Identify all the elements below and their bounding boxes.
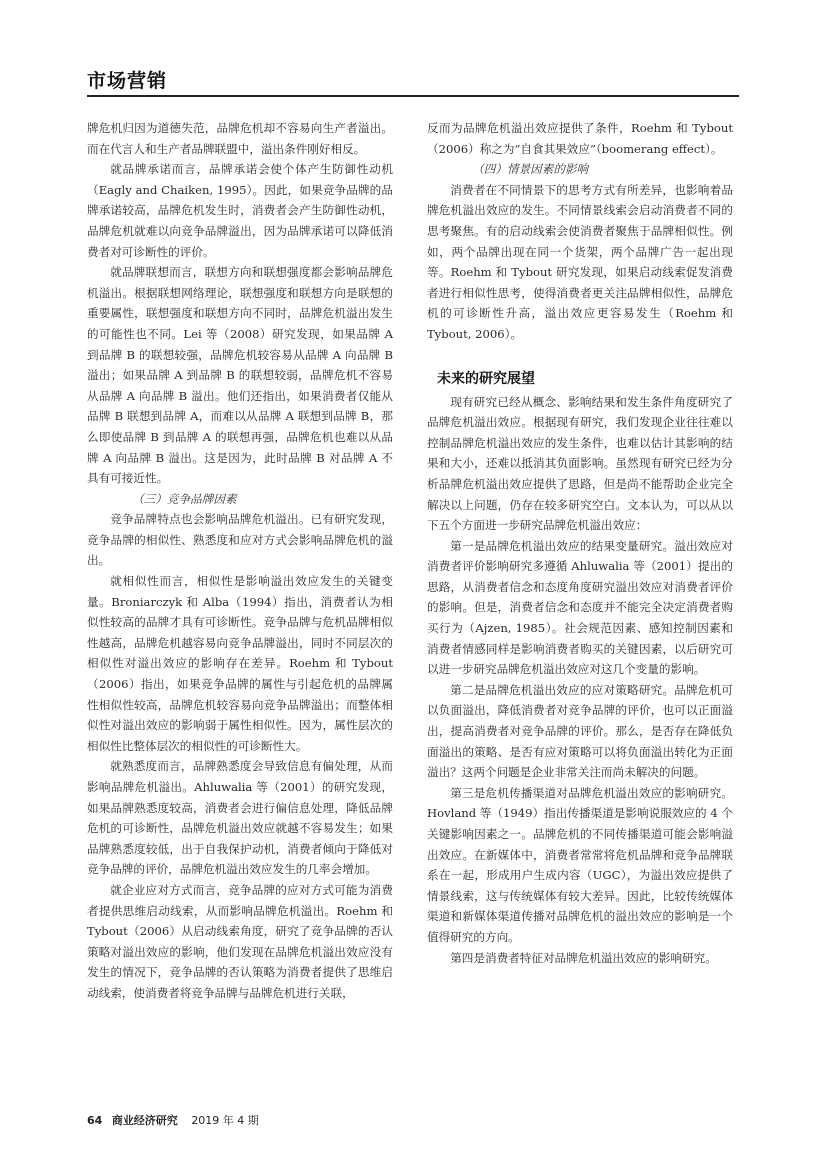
paragraph: 现有研究已经从概念、影响结果和发生条件角度研究了品牌危机溢出效应。根据现有研究，我们发现企业往往难以控制品牌危机溢出效应的发生条件，也难以估计其影响的结果和大小，还难以抵消其负面影响。虽然现有研究已经为分析品牌危机溢出效应提供了思路，但是尚不能帮助企业完全解决以上问题，仍存在较多研究空白。文本认为，可以从以下五个方面进一步研究品牌危机溢出效应： xyxy=(427,394,733,533)
right-column xyxy=(427,118,733,968)
paragraph: 就熟悉度而言，品牌熟悉度会导致信息有偏处理，从而影响品牌危机溢出。Ahluwalia 等（2001）的研究发现，如果品牌熟悉度较高，消费者会进行偏信息处理，降低品牌危机的可诊断性，品牌危机溢出效应就越不容易发生；如果品牌熟悉度较低，出于自我保护动机，消费者倾向于降低对竞争品牌的评价，品牌危机溢出效应发生的几率会增加。 xyxy=(87,759,393,877)
page-footer xyxy=(87,1112,259,1128)
section-heading: 未来的研究展望 xyxy=(437,370,535,387)
page-number: 64 xyxy=(87,1114,103,1127)
paragraph: 就品牌承诺而言，品牌承诺会使个体产生防御性动机（Eagly and Chaiken, 1995）。因此，如果竞争品牌的品牌承诺较高，品牌危机发生时，消费者会产生防御性动机，品牌危机就难以向竞争品牌溢出，因为品牌承诺可以降低消费者对可诊断性的评价。 xyxy=(87,162,393,259)
section-title: 市场营销 xyxy=(87,70,168,92)
subsection-heading: （四）情景因素的影响 xyxy=(472,162,589,177)
header-rule xyxy=(87,95,739,97)
paragraph: 就相似性而言，相似性是影响溢出效应发生的关键变量。Broniarczyk 和 Alba（1994）指出，消费者认为相似性较高的品牌才具有可诊断性。竞争品牌与危机品牌相似性越高，品牌危机越容易向竞争品牌溢出，同时不同层次的相似性对溢出效应的影响存在差异。Roehm 和 Tybout（2006）指出，如果竞争品牌的属性与引起危机的品牌属性相似性较高，品牌危机较容易向竞争品牌溢出；而整体相似性对溢出效应的影响弱于属性相似性。因为，属性层次的相似性比整体层次的相似性的可诊断性大。 xyxy=(87,574,393,753)
paragraph: 牌危机归因为道德失范，品牌危机却不容易向生产者溢出。而在代言人和生产者品牌联盟中，溢出条件刚好相反。 xyxy=(87,121,393,156)
journal-name: 商业经济研究 xyxy=(111,1114,178,1127)
paragraph: 反而为品牌危机溢出效应提供了条件，Roehm 和 Tybout（2006）称之为“自食其果效应”（boomerang effect）。 xyxy=(427,121,733,156)
paragraph: 就品牌联想而言，联想方向和联想强度都会影响品牌危机溢出。根据联想网络理论，联想强度和联想方向是联想的重要属性，联想强度和联想方向不同时，品牌危机溢出发生的可能性也不同。Lei 等（2008）研究发现，如果品牌 A 到品牌 B 的联想较强，品牌危机较容易从品牌 A 向品牌 B 溢出；如果品牌 A 到品牌 B 的联想较弱，品牌危机不容易从品牌 A 向品牌 B 溢出。他们还指出，如果消费者仅能从品牌 B 联想到品牌 A，而难以从品牌 A 联想到品牌 B，那么即使品牌 B 到品牌 A 的联想再强，品牌危机也难以从品牌 A 向品牌 B 溢出。这是因为，此时品牌 B 对品牌 A 不具有可接近性。 xyxy=(87,265,393,486)
paragraph: 竞争品牌特点也会影响品牌危机溢出。已有研究发现，竞争品牌的相似性、熟悉度和应对方式会影响品牌危机的溢出。 xyxy=(87,512,393,568)
paragraph: 第四是消费者特征对品牌危机溢出效应的影响研究。 xyxy=(450,950,717,965)
left-column xyxy=(87,118,393,1004)
issue-label: 2019 年 4 期 xyxy=(191,1114,259,1127)
paragraph: 消费者在不同情景下的思考方式有所差异，也影响着品牌危机溢出效应的发生。不同情景线索会启动消费者不同的思考聚焦。有的启动线索会使消费者聚焦于品牌相似性。例如，两个品牌出现在同一个货架，两个品牌广告一起出现等。Roehm 和 Tybout 研究发现，如果启动线索促发消费者进行相似性思考，使得消费者更关注品牌相似性，品牌危机的可诊断性升高，溢出效应更容易发生（Roehm 和 Tybout, 2006）。 xyxy=(427,182,733,341)
paragraph: 第三是危机传播渠道对品牌危机溢出效应的影响研究。Hovland 等（1949）指出传播渠道是影响说服效应的 4 个关键影响因素之一。品牌危机的不同传播渠道可能会影响溢出效应。在新媒体中，消费者常常将危机品牌和竞争品牌联系在一起，形成用户生成内容（UGC），为溢出效应提供了情景线索，这与传统媒体有较大差异。因此，比较传统媒体渠道和新媒体渠道传播对品牌危机的溢出效应的影响是一个值得研究的方向。 xyxy=(427,785,733,944)
paragraph: 第二是品牌危机溢出效应的应对策略研究。品牌危机可以负面溢出，降低消费者对竞争品牌的评价，也可以正面溢出，提高消费者对竞争品牌的评价。那么，是否存在降低负面溢出的策略、是否有应对策略可以将负面溢出转化为正面溢出？这两个问题是企业非常关注而尚未解决的问题。 xyxy=(427,682,733,780)
subsection-heading: （三）竞争品牌因素 xyxy=(132,491,237,506)
paragraph: 第一是品牌危机溢出效应的结果变量研究。溢出效应对消费者评价影响研究多遵循 Ahluwalia 等（2001）提出的思路，从消费者信念和态度角度研究溢出效应对消费者评价的影响。但是，消费者信念和态度并不能完全决定消费者购买行为（Ajzen, 1985）。社会规范因素、感知控制因素和消费者情感同样是影响消费者购买的关键因素，以后研究可以进一步研究品牌危机溢出效应对这几个变量的影响。 xyxy=(427,538,733,677)
paragraph: 就企业应对方式而言，竞争品牌的应对方式可能为消费者提供思维启动线索，从而影响品牌危机溢出。Roehm 和 Tybout（2006）从启动线索角度，研究了竞争品牌的否认策略对溢出效应的影响，他们发现在品牌危机溢出效应没有发生的情况下，竞争品牌的否认策略为消费者提供了思维启动线索，使消费者将竞争品牌与品牌危机进行关联， xyxy=(87,882,393,1000)
